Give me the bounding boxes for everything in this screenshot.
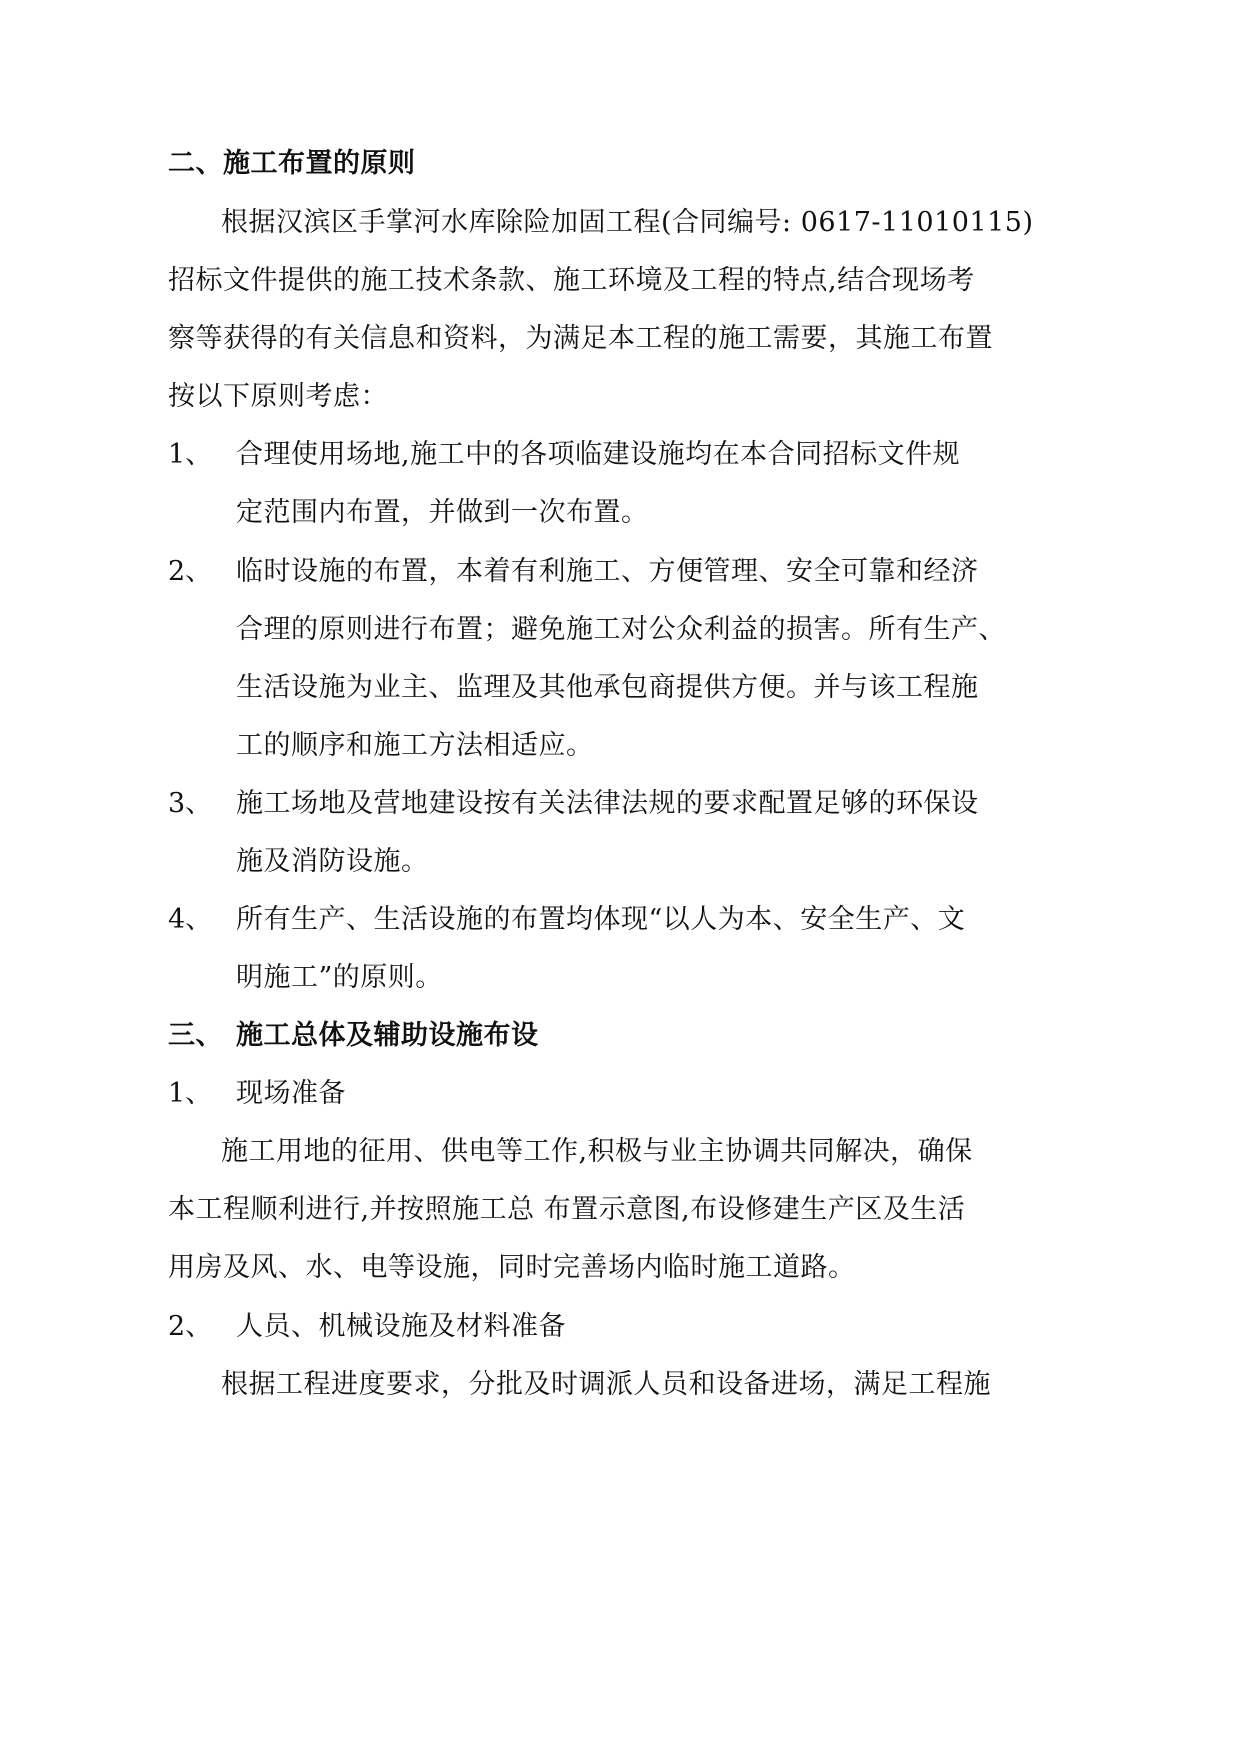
subsection-title: 人员、机械设施及材料准备 [236, 1311, 566, 1342]
section-heading: 二、施工布置的原则 [168, 148, 416, 179]
paragraph-line: 根据汉滨区手掌河水库除险加固工程(合同编号: 0617-11010115) [221, 207, 1034, 238]
list-item-line: 施工场地及营地建设按有关法律法规的要求配置足够的环保设 [236, 788, 979, 819]
list-item-number: 4、 [168, 904, 213, 935]
list-item-number: 2、 [168, 556, 213, 587]
list-item-line: 明施工”的原则。 [236, 962, 443, 993]
paragraph-line: 施工用地的征用、供电等工作,积极与业主协调共同解决，确保 [221, 1136, 973, 1167]
section-heading-number: 三、 [168, 1020, 223, 1051]
list-item-line: 所有生产、生活设施的布置均体现“以人为本、安全生产、文 [236, 904, 966, 935]
subsection-number: 2、 [168, 1311, 213, 1342]
paragraph-line: 用房及风、水、电等设施，同时完善场内临时施工道路。 [168, 1252, 856, 1283]
list-item-line: 工的顺序和施工方法相适应。 [236, 730, 594, 761]
section-heading: 施工总体及辅助设施布设 [236, 1020, 539, 1051]
list-item-line: 生活设施为业主、监理及其他承包商提供方便。并与该工程施 [236, 672, 979, 703]
list-item-line: 定范围内布置，并做到一次布置。 [236, 497, 649, 528]
list-item-number: 3、 [168, 788, 213, 819]
paragraph-line: 本工程顺利进行,并按照施工总 布置示意图,布设修建生产区及生活 [168, 1194, 966, 1225]
subsection-number: 1、 [168, 1078, 213, 1109]
list-item-line: 临时设施的布置，本着有利施工、方便管理、安全可靠和经济 [236, 556, 979, 587]
subsection-title: 现场准备 [236, 1078, 346, 1109]
list-item-line: 合理的原则进行布置；避免施工对公众利益的损害。所有生产、 [236, 614, 1006, 645]
list-item-number: 1、 [168, 439, 213, 470]
paragraph-line: 察等获得的有关信息和资料，为满足本工程的施工需要，其施工布置 [168, 323, 993, 354]
list-item-line: 合理使用场地,施工中的各项临建设施均在本合同招标文件规 [236, 439, 961, 470]
paragraph-line: 招标文件提供的施工技术条款、施工环境及工程的特点,结合现场考 [168, 265, 975, 296]
list-item-line: 施及消防设施。 [236, 846, 429, 877]
paragraph-line: 根据工程进度要求，分批及时调派人员和设备进场，满足工程施 [221, 1369, 991, 1400]
paragraph-line: 按以下原则考虑： [168, 381, 388, 412]
